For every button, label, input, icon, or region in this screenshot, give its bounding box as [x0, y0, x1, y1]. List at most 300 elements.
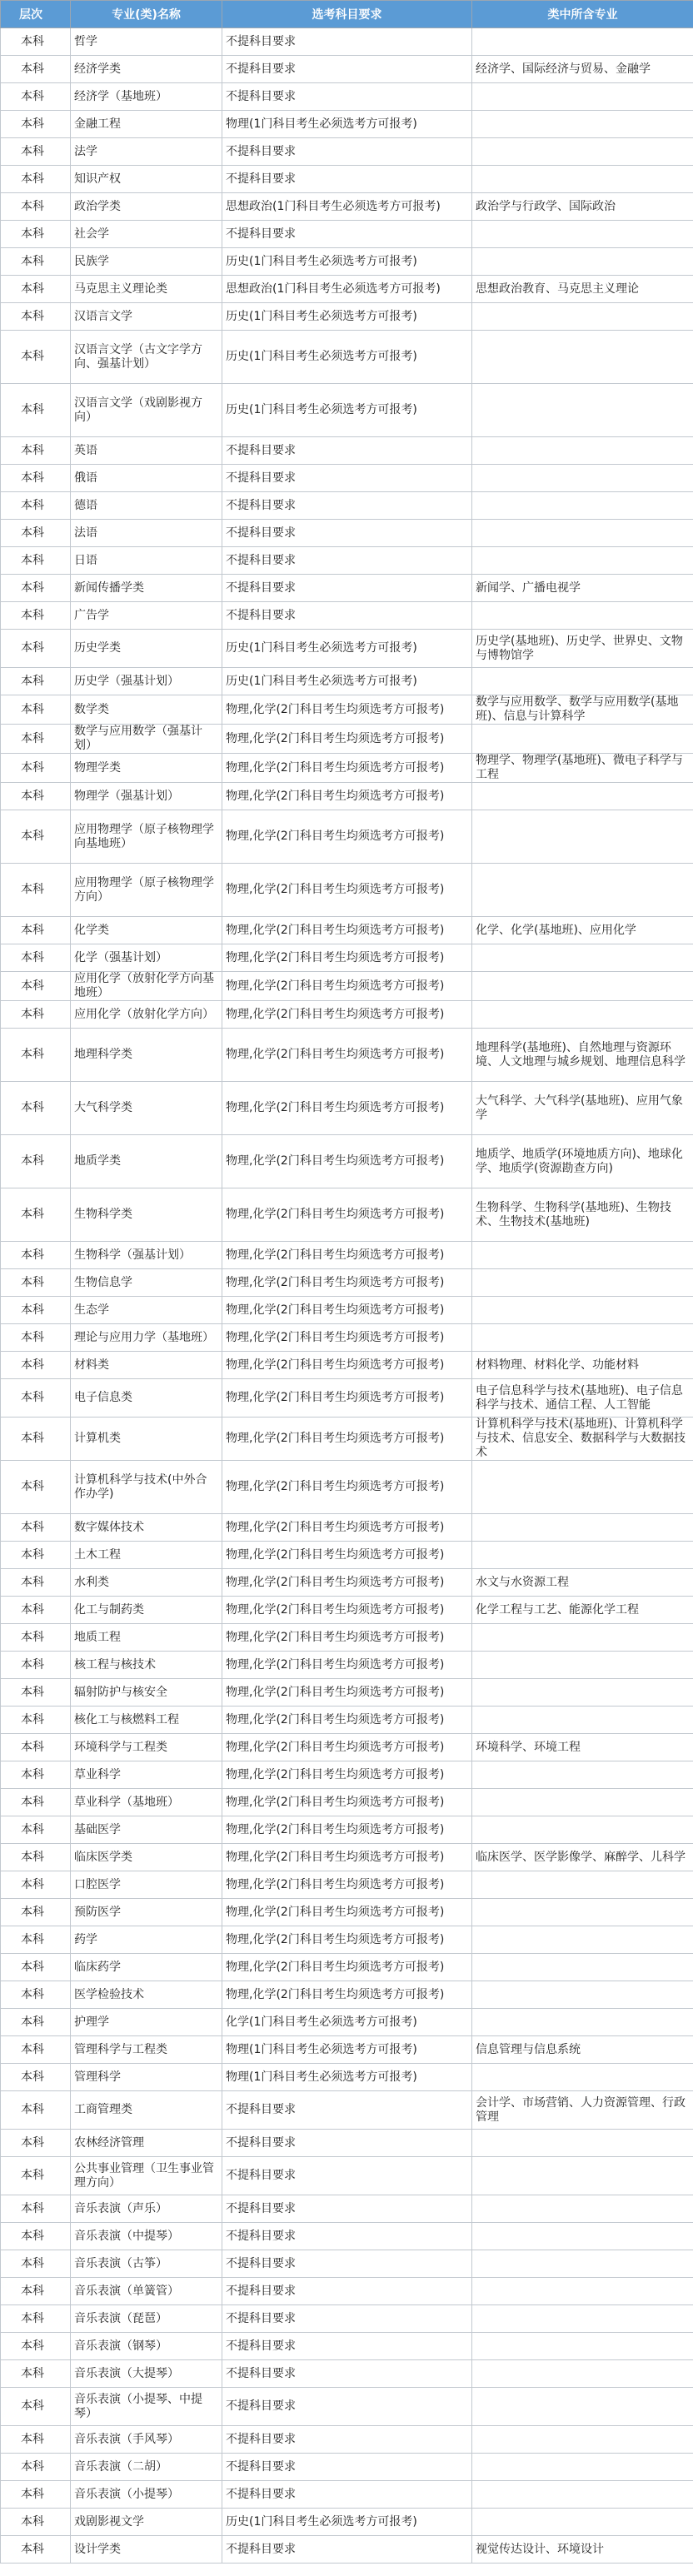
- cell-requirement: 不提科目要求: [222, 2157, 472, 2195]
- cell-major: 材料类: [71, 1352, 222, 1379]
- cell-level: 本科: [1, 917, 71, 944]
- cell-requirement: 物理,化学(2门科目考生均须选考方可报考): [222, 1461, 472, 1514]
- cell-included-majors: [472, 2157, 693, 2195]
- cell-requirement: 不提科目要求: [222, 2223, 472, 2250]
- cell-major: 音乐表演（古筝）: [71, 2250, 222, 2278]
- cell-requirement: 不提科目要求: [222, 2536, 472, 2564]
- cell-requirement: 物理(1门科目考生必须选考方可报考): [222, 2036, 472, 2064]
- cell-included-majors: 历史学(基地班)、历史学、世界史、文物与博物馆学: [472, 630, 693, 668]
- cell-level: 本科: [1, 725, 71, 754]
- cell-major: 英语: [71, 437, 222, 465]
- cell-level: 本科: [1, 2454, 71, 2481]
- cell-level: 本科: [1, 1379, 71, 1418]
- table-row: [1, 1297, 693, 1324]
- cell-level: 本科: [1, 575, 71, 602]
- cell-level: 本科: [1, 1624, 71, 1652]
- cell-included-majors: [472, 465, 693, 492]
- cell-major: 化学（强基计划）: [71, 944, 222, 972]
- table-row: [1, 1981, 693, 2009]
- cell-requirement: 物理,化学(2门科目考生均须选考方可报考): [222, 1352, 472, 1379]
- cell-requirement: 物理,化学(2门科目考生均须选考方可报考): [222, 1652, 472, 1679]
- table-row: [1, 1001, 693, 1029]
- table-row: [1, 1844, 693, 1871]
- cell-major: 环境科学与工程类: [71, 1734, 222, 1761]
- cell-major: 应用化学（放射化学方向基地班）: [71, 972, 222, 1001]
- cell-requirement: 不提科目要求: [222, 166, 472, 193]
- cell-level: 本科: [1, 1761, 71, 1789]
- cell-level: 本科: [1, 1135, 71, 1188]
- cell-included-majors: 信息管理与信息系统: [472, 2036, 693, 2064]
- table-row: [1, 1135, 693, 1188]
- cell-requirement: 不提科目要求: [222, 83, 472, 111]
- cell-requirement: 不提科目要求: [222, 2195, 472, 2223]
- cell-included-majors: 材料物理、材料化学、功能材料: [472, 1352, 693, 1379]
- cell-major: 核化工与核燃料工程: [71, 1707, 222, 1734]
- cell-level: 本科: [1, 1324, 71, 1352]
- cell-major: 音乐表演（二胡）: [71, 2454, 222, 2481]
- table-row: [1, 2223, 693, 2250]
- cell-major: 哲学: [71, 28, 222, 56]
- cell-level: 本科: [1, 783, 71, 810]
- table-row: [1, 437, 693, 465]
- cell-requirement: 物理,化学(2门科目考生均须选考方可报考): [222, 1707, 472, 1734]
- cell-requirement: 物理,化学(2门科目考生均须选考方可报考): [222, 725, 472, 754]
- cell-requirement: 物理,化学(2门科目考生均须选考方可报考): [222, 1569, 472, 1597]
- cell-major: 历史学类: [71, 630, 222, 668]
- cell-major: 法学: [71, 138, 222, 166]
- cell-requirement: 不提科目要求: [222, 2481, 472, 2509]
- cell-requirement: 历史(1门科目考生必须选考方可报考): [222, 303, 472, 331]
- cell-major: 工商管理类: [71, 2091, 222, 2130]
- cell-requirement: 物理,化学(2门科目考生均须选考方可报考): [222, 810, 472, 864]
- cell-included-majors: 思想政治教育、马克思主义理论: [472, 276, 693, 303]
- cell-requirement: 不提科目要求: [222, 520, 472, 547]
- cell-requirement: 物理,化学(2门科目考生均须选考方可报考): [222, 1981, 472, 2009]
- table-row: [1, 917, 693, 944]
- cell-included-majors: [472, 111, 693, 138]
- cell-major: 俄语: [71, 465, 222, 492]
- cell-level: 本科: [1, 864, 71, 917]
- table-row: [1, 2091, 693, 2130]
- cell-included-majors: [472, 331, 693, 384]
- cell-level: 本科: [1, 276, 71, 303]
- cell-level: 本科: [1, 754, 71, 783]
- cell-level: 本科: [1, 1679, 71, 1707]
- cell-included-majors: [472, 668, 693, 695]
- cell-level: 本科: [1, 1652, 71, 1679]
- cell-requirement: 历史(1门科目考生必须选考方可报考): [222, 331, 472, 384]
- cell-major: 物理学（强基计划）: [71, 783, 222, 810]
- cell-included-majors: 大气科学、大气科学(基地班)、应用气象学: [472, 1082, 693, 1135]
- table-row: [1, 1707, 693, 1734]
- table-row: [1, 2481, 693, 2509]
- table-row: [1, 1514, 693, 1542]
- cell-level: 本科: [1, 2305, 71, 2333]
- cell-included-majors: [472, 28, 693, 56]
- cell-requirement: 不提科目要求: [222, 2388, 472, 2426]
- table-row: [1, 111, 693, 138]
- cell-level: 本科: [1, 1926, 71, 1954]
- table-row: [1, 221, 693, 248]
- cell-major: 新闻传播学类: [71, 575, 222, 602]
- table-row: [1, 1542, 693, 1569]
- cell-level: 本科: [1, 1789, 71, 1816]
- cell-requirement: 物理,化学(2门科目考生均须选考方可报考): [222, 1029, 472, 1082]
- cell-major: 数学与应用数学（强基计划）: [71, 725, 222, 754]
- cell-level: 本科: [1, 547, 71, 575]
- cell-major: 音乐表演（小提琴、中提琴）: [71, 2388, 222, 2426]
- table-row: [1, 1954, 693, 1981]
- cell-level: 本科: [1, 2036, 71, 2064]
- cell-requirement: 历史(1门科目考生必须选考方可报考): [222, 384, 472, 437]
- cell-requirement: 不提科目要求: [222, 2250, 472, 2278]
- cell-level: 本科: [1, 1899, 71, 1926]
- table-row: [1, 864, 693, 917]
- cell-included-majors: [472, 2250, 693, 2278]
- table-row: [1, 1418, 693, 1461]
- cell-requirement: 不提科目要求: [222, 2278, 472, 2305]
- table-row: [1, 2509, 693, 2536]
- cell-requirement: 物理,化学(2门科目考生均须选考方可报考): [222, 1514, 472, 1542]
- cell-level: 本科: [1, 1514, 71, 1542]
- cell-major: 音乐表演（声乐）: [71, 2195, 222, 2223]
- cell-included-majors: [472, 2388, 693, 2426]
- cell-major: 核工程与核技术: [71, 1652, 222, 1679]
- cell-major: 护理学: [71, 2009, 222, 2036]
- header-level: 层次: [1, 1, 71, 28]
- cell-included-majors: [472, 138, 693, 166]
- cell-requirement: 不提科目要求: [222, 138, 472, 166]
- table-row: [1, 1569, 693, 1597]
- cell-level: 本科: [1, 810, 71, 864]
- cell-level: 本科: [1, 1352, 71, 1379]
- cell-major: 理论与应用力学（基地班）: [71, 1324, 222, 1352]
- cell-included-majors: [472, 1761, 693, 1789]
- cell-included-majors: [472, 2064, 693, 2091]
- cell-level: 本科: [1, 1269, 71, 1297]
- cell-requirement: 物理,化学(2门科目考生均须选考方可报考): [222, 1816, 472, 1844]
- table-row: [1, 2195, 693, 2223]
- cell-major: 汉语言文学（戏剧影视方向）: [71, 384, 222, 437]
- cell-requirement: 物理,化学(2门科目考生均须选考方可报考): [222, 1297, 472, 1324]
- table-row: [1, 1269, 693, 1297]
- cell-included-majors: [472, 864, 693, 917]
- cell-level: 本科: [1, 2157, 71, 2195]
- cell-requirement: 物理,化学(2门科目考生均须选考方可报考): [222, 972, 472, 1001]
- cell-level: 本科: [1, 193, 71, 221]
- cell-included-majors: [472, 1001, 693, 1029]
- cell-included-majors: [472, 2360, 693, 2388]
- cell-requirement: 物理,化学(2门科目考生均须选考方可报考): [222, 1542, 472, 1569]
- cell-included-majors: [472, 492, 693, 520]
- cell-included-majors: [472, 1679, 693, 1707]
- cell-major: 计算机科学与技术(中外合作办学): [71, 1461, 222, 1514]
- table-row: [1, 1461, 693, 1514]
- table-row: [1, 575, 693, 602]
- table-row: [1, 193, 693, 221]
- cell-level: 本科: [1, 2250, 71, 2278]
- table-row: [1, 28, 693, 56]
- table-row: [1, 1899, 693, 1926]
- table-row: [1, 602, 693, 630]
- cell-requirement: 不提科目要求: [222, 221, 472, 248]
- cell-requirement: 物理,化学(2门科目考生均须选考方可报考): [222, 1624, 472, 1652]
- cell-included-majors: [472, 2009, 693, 2036]
- cell-requirement: 历史(1门科目考生必须选考方可报考): [222, 630, 472, 668]
- cell-major: 汉语言文学: [71, 303, 222, 331]
- table-row: [1, 2388, 693, 2426]
- cell-included-majors: 会计学、市场营销、人力资源管理、行政管理: [472, 2091, 693, 2130]
- cell-major: 基础医学: [71, 1816, 222, 1844]
- table-row: [1, 1926, 693, 1954]
- cell-major: 草业科学: [71, 1761, 222, 1789]
- table-row: [1, 2130, 693, 2157]
- cell-major: 马克思主义理论类: [71, 276, 222, 303]
- cell-included-majors: [472, 1899, 693, 1926]
- table-row: [1, 1624, 693, 1652]
- table-row: [1, 944, 693, 972]
- table-row: [1, 1082, 693, 1135]
- cell-major: 经济学类: [71, 56, 222, 83]
- cell-included-majors: [472, 1324, 693, 1352]
- cell-level: 本科: [1, 111, 71, 138]
- cell-requirement: 不提科目要求: [222, 2426, 472, 2454]
- table-row: [1, 783, 693, 810]
- cell-major: 化学类: [71, 917, 222, 944]
- cell-level: 本科: [1, 1542, 71, 1569]
- cell-level: 本科: [1, 56, 71, 83]
- cell-level: 本科: [1, 166, 71, 193]
- cell-requirement: 物理,化学(2门科目考生均须选考方可报考): [222, 1679, 472, 1707]
- cell-included-majors: [472, 1269, 693, 1297]
- cell-level: 本科: [1, 384, 71, 437]
- table-row: [1, 1761, 693, 1789]
- cell-requirement: 物理,化学(2门科目考生均须选考方可报考): [222, 1899, 472, 1926]
- cell-requirement: 物理(1门科目考生必须选考方可报考): [222, 2064, 472, 2091]
- cell-included-majors: [472, 2333, 693, 2360]
- table-row: [1, 492, 693, 520]
- table-row: [1, 1324, 693, 1352]
- cell-level: 本科: [1, 1297, 71, 1324]
- header-included-majors: 类中所含专业: [472, 1, 693, 28]
- cell-requirement: 思想政治(1门科目考生必须选考方可报考): [222, 193, 472, 221]
- table-row: [1, 2536, 693, 2564]
- header-major: 专业(类)名称: [71, 1, 222, 28]
- cell-included-majors: [472, 1461, 693, 1514]
- table-row: [1, 2426, 693, 2454]
- cell-level: 本科: [1, 83, 71, 111]
- cell-level: 本科: [1, 28, 71, 56]
- cell-major: 数学类: [71, 695, 222, 725]
- cell-level: 本科: [1, 2223, 71, 2250]
- cell-level: 本科: [1, 1001, 71, 1029]
- cell-requirement: 物理,化学(2门科目考生均须选考方可报考): [222, 695, 472, 725]
- cell-level: 本科: [1, 331, 71, 384]
- cell-included-majors: [472, 602, 693, 630]
- cell-included-majors: 视觉传达设计、环境设计: [472, 2536, 693, 2564]
- cell-level: 本科: [1, 437, 71, 465]
- table-row: [1, 1188, 693, 1242]
- table-row: [1, 810, 693, 864]
- table-row: [1, 754, 693, 783]
- cell-requirement: 不提科目要求: [222, 2454, 472, 2481]
- cell-level: 本科: [1, 972, 71, 1001]
- table-row: [1, 138, 693, 166]
- cell-major: 应用物理学（原子核物理学向基地班）: [71, 810, 222, 864]
- table-row: [1, 2009, 693, 2036]
- cell-included-majors: 电子信息科学与技术(基地班)、电子信息科学与技术、通信工程、人工智能: [472, 1379, 693, 1418]
- cell-requirement: 物理,化学(2门科目考生均须选考方可报考): [222, 1135, 472, 1188]
- table-row: [1, 1734, 693, 1761]
- cell-included-majors: [472, 1816, 693, 1844]
- cell-major: 地理科学类: [71, 1029, 222, 1082]
- cell-included-majors: [472, 83, 693, 111]
- cell-major: 广告学: [71, 602, 222, 630]
- table-row: [1, 2036, 693, 2064]
- cell-major: 社会学: [71, 221, 222, 248]
- cell-included-majors: [472, 2481, 693, 2509]
- cell-included-majors: [472, 2195, 693, 2223]
- cell-level: 本科: [1, 1871, 71, 1899]
- table-row: [1, 1679, 693, 1707]
- cell-included-majors: 计算机科学与技术(基地班)、计算机科学与技术、信息安全、数据科学与大数据技术: [472, 1418, 693, 1461]
- cell-included-majors: [472, 1926, 693, 1954]
- cell-level: 本科: [1, 2388, 71, 2426]
- cell-requirement: 不提科目要求: [222, 547, 472, 575]
- cell-requirement: 不提科目要求: [222, 575, 472, 602]
- cell-included-majors: [472, 1514, 693, 1542]
- cell-major: 德语: [71, 492, 222, 520]
- table-row: [1, 2333, 693, 2360]
- cell-level: 本科: [1, 2360, 71, 2388]
- cell-major: 大气科学类: [71, 1082, 222, 1135]
- table-row: [1, 1029, 693, 1082]
- cell-requirement: 物理,化学(2门科目考生均须选考方可报考): [222, 754, 472, 783]
- cell-included-majors: 生物科学、生物科学(基地班)、生物技术、生物技术(基地班): [472, 1188, 693, 1242]
- cell-major: 设计学类: [71, 2536, 222, 2564]
- cell-requirement: 历史(1门科目考生必须选考方可报考): [222, 668, 472, 695]
- table-row: [1, 166, 693, 193]
- cell-level: 本科: [1, 221, 71, 248]
- cell-requirement: 物理,化学(2门科目考生均须选考方可报考): [222, 1082, 472, 1135]
- cell-major: 音乐表演（小提琴）: [71, 2481, 222, 2509]
- cell-level: 本科: [1, 2278, 71, 2305]
- cell-level: 本科: [1, 1569, 71, 1597]
- cell-included-majors: [472, 1297, 693, 1324]
- cell-included-majors: [472, 1789, 693, 1816]
- cell-requirement: 物理,化学(2门科目考生均须选考方可报考): [222, 1789, 472, 1816]
- cell-level: 本科: [1, 1418, 71, 1461]
- cell-level: 本科: [1, 2009, 71, 2036]
- cell-level: 本科: [1, 1954, 71, 1981]
- cell-major: 公共事业管理（卫生事业管理方向）: [71, 2157, 222, 2195]
- cell-major: 金融工程: [71, 111, 222, 138]
- cell-level: 本科: [1, 2481, 71, 2509]
- cell-requirement: 物理,化学(2门科目考生均须选考方可报考): [222, 1269, 472, 1297]
- cell-level: 本科: [1, 1242, 71, 1269]
- cell-requirement: 物理,化学(2门科目考生均须选考方可报考): [222, 783, 472, 810]
- cell-major: 物理学类: [71, 754, 222, 783]
- cell-major: 农林经济管理: [71, 2130, 222, 2157]
- cell-level: 本科: [1, 1461, 71, 1514]
- table-row: [1, 725, 693, 754]
- cell-requirement: 物理,化学(2门科目考生均须选考方可报考): [222, 1001, 472, 1029]
- cell-level: 本科: [1, 1029, 71, 1082]
- cell-level: 本科: [1, 138, 71, 166]
- cell-included-majors: [472, 221, 693, 248]
- table-row: [1, 248, 693, 276]
- cell-level: 本科: [1, 1188, 71, 1242]
- table-row: [1, 1597, 693, 1624]
- cell-major: 音乐表演（钢琴）: [71, 2333, 222, 2360]
- cell-included-majors: [472, 2278, 693, 2305]
- cell-included-majors: [472, 2426, 693, 2454]
- header-requirement: 选考科目要求: [222, 1, 472, 28]
- cell-level: 本科: [1, 1707, 71, 1734]
- cell-major: 音乐表演（琵琶）: [71, 2305, 222, 2333]
- cell-major: 临床医学类: [71, 1844, 222, 1871]
- cell-included-majors: [472, 166, 693, 193]
- cell-major: 应用化学（放射化学方向）: [71, 1001, 222, 1029]
- cell-major: 法语: [71, 520, 222, 547]
- cell-requirement: 物理,化学(2门科目考生均须选考方可报考): [222, 1926, 472, 1954]
- table-row: [1, 2250, 693, 2278]
- table-row: [1, 1352, 693, 1379]
- cell-level: 本科: [1, 2426, 71, 2454]
- cell-major: 临床药学: [71, 1954, 222, 1981]
- cell-major: 数字媒体技术: [71, 1514, 222, 1542]
- table-row: [1, 668, 693, 695]
- table-row: [1, 2278, 693, 2305]
- cell-requirement: 物理,化学(2门科目考生均须选考方可报考): [222, 1379, 472, 1418]
- cell-major: 化工与制药类: [71, 1597, 222, 1624]
- cell-level: 本科: [1, 2064, 71, 2091]
- cell-major: 日语: [71, 547, 222, 575]
- table-row: [1, 2305, 693, 2333]
- cell-major: 音乐表演（单簧管）: [71, 2278, 222, 2305]
- table-row: [1, 384, 693, 437]
- table-row: [1, 1789, 693, 1816]
- cell-level: 本科: [1, 695, 71, 725]
- cell-major: 音乐表演（手风琴）: [71, 2426, 222, 2454]
- cell-requirement: 思想政治(1门科目考生必须选考方可报考): [222, 276, 472, 303]
- cell-level: 本科: [1, 1816, 71, 1844]
- table-row: [1, 1379, 693, 1418]
- cell-level: 本科: [1, 303, 71, 331]
- table-row: [1, 1652, 693, 1679]
- cell-requirement: 化学(1门科目考生必须选考方可报考): [222, 2009, 472, 2036]
- cell-level: 本科: [1, 668, 71, 695]
- table-row: [1, 2157, 693, 2195]
- table-row: [1, 2360, 693, 2388]
- cell-included-majors: 新闻学、广播电视学: [472, 575, 693, 602]
- table-row: [1, 56, 693, 83]
- cell-requirement: 不提科目要求: [222, 602, 472, 630]
- cell-major: 土木工程: [71, 1542, 222, 1569]
- cell-requirement: 物理,化学(2门科目考生均须选考方可报考): [222, 1954, 472, 1981]
- cell-major: 应用物理学（原子核物理学方向）: [71, 864, 222, 917]
- cell-included-majors: [472, 1624, 693, 1652]
- cell-included-majors: [472, 783, 693, 810]
- cell-requirement: 物理(1门科目考生必须选考方可报考): [222, 111, 472, 138]
- cell-requirement: 物理,化学(2门科目考生均须选考方可报考): [222, 1242, 472, 1269]
- cell-included-majors: [472, 1242, 693, 1269]
- cell-level: 本科: [1, 492, 71, 520]
- cell-requirement: 不提科目要求: [222, 492, 472, 520]
- cell-major: 管理科学: [71, 2064, 222, 2091]
- table-row: [1, 630, 693, 668]
- cell-requirement: 历史(1门科目考生必须选考方可报考): [222, 2509, 472, 2536]
